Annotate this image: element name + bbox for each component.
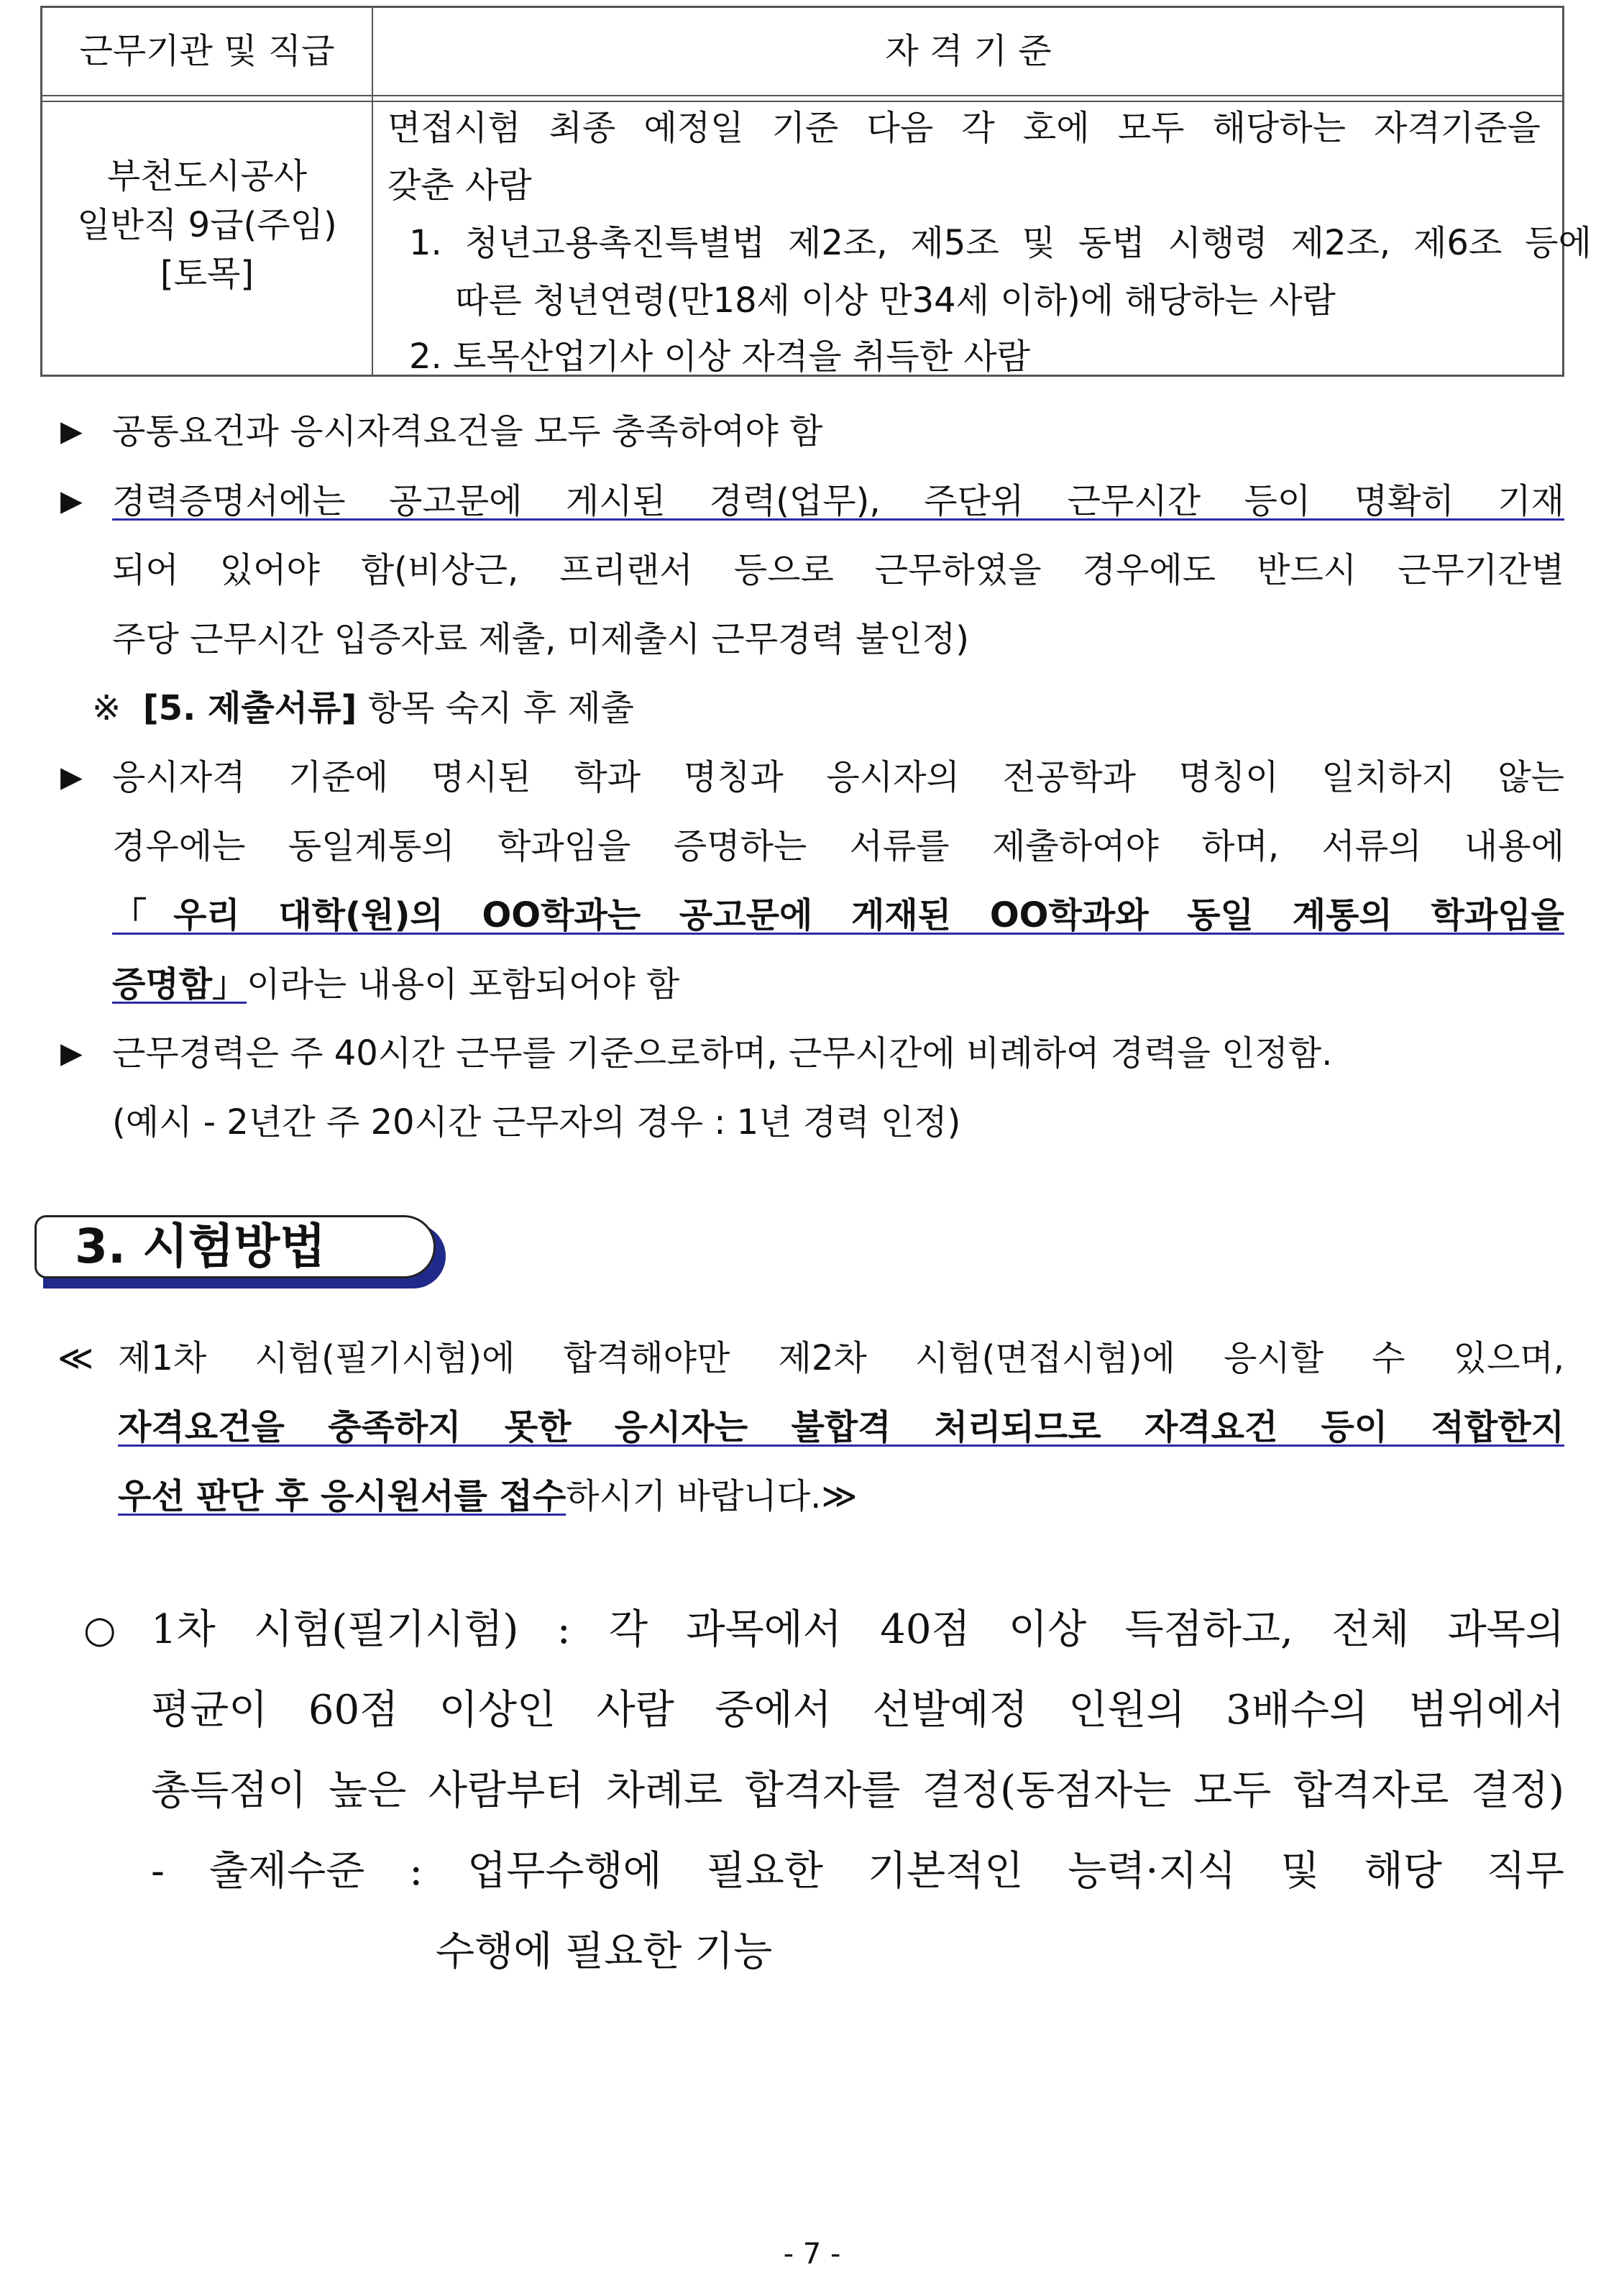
- notice-line3-bold: 우선 판단 후 응시원서를 접수: [118, 1476, 566, 1516]
- bullet-icon: ▶: [60, 485, 83, 518]
- note-major-line3: 「우리 대학(원)의 OO학과는 공고문에 게재된 OO학과와 동일 계통의 학과임을: [112, 895, 1564, 935]
- note-major-bold: 증명함」: [112, 964, 247, 1004]
- page-number: - 7 -: [783, 2238, 841, 2271]
- note-major-line1: 응시자격 기준에 명시된 학과 명칭과 응시자의 전공학과 명칭이 일치하지 않는: [112, 757, 1564, 797]
- first-exam-line3: 총득점이 높은 사람부터 차례로 합격자를 결정(동점자는 모두 합격자로 결정): [151, 1767, 1564, 1814]
- reference-symbol: ※: [92, 688, 121, 728]
- table-header-divider: [42, 95, 1562, 96]
- exam-level-line1: - 출제수준 : 업무수행에 필요한 기본적인 능력·지식 및 해당 직무: [151, 1848, 1564, 1895]
- note-career-line3: 주당 근무시간 입증자료 제출, 미제출시 근무경력 불인정): [112, 619, 969, 659]
- agency-name: 부천도시공사: [106, 156, 308, 196]
- qualification-table: [40, 6, 1592, 377]
- note-career-line2: 되어 있어야 함(비상근, 프리랜서 등으로 근무하였을 경우에도 반드시 근무기간별: [112, 550, 1564, 590]
- criteria-item2: 2. 토목산업기사 이상 자격을 취득한 사람: [409, 336, 1030, 377]
- note-major-line2: 경우에는 동일계통의 학과임을 증명하는 서류를 제출하여야 하며, 서류의 내용에: [112, 826, 1564, 866]
- exam-level-line2: 수행에 필요한 기능: [436, 1928, 773, 1975]
- note-hours-line1: 근무경력은 주 40시간 근무를 기준으로하며, 근무시간에 비례하여 경력을 인정함.: [112, 1033, 1333, 1073]
- notice-line2: 자격요건을 충족하지 못한 응시자는 불합격 처리되므로 자격요건 등이 적합한지: [118, 1407, 1564, 1447]
- notice-line3: [118, 1473, 858, 1520]
- notice-open-mark: ≪: [58, 1338, 94, 1378]
- agency-cell: [42, 152, 372, 298]
- bullet-icon: ▶: [60, 415, 83, 448]
- table-header-divider-double: [42, 101, 1562, 102]
- note-career-line1: 경력증명서에는 공고문에 게시된 경력(업무), 주단위 근무시간 등이 명확히 기재: [112, 481, 1564, 521]
- note-common-requirements: 공통요건과 응시자격요건을 모두 충족하여야 함: [112, 411, 823, 452]
- agency-rank: 일반직 9급(주임): [77, 205, 337, 245]
- reference-section-link: [5. 제출서류]: [142, 688, 357, 728]
- criteria-intro-line1: 면접시험 최종 예정일 기준 다음 각 호에 모두 해당하는 자격기준을: [387, 108, 1541, 148]
- note-major-line4: [112, 961, 679, 1008]
- notice-line1: 제1차 시험(필기시험)에 합격해야만 제2차 시험(면접시험)에 응시할 수 있으며,: [118, 1338, 1564, 1378]
- circle-bullet-icon: ○: [83, 1608, 116, 1652]
- reference-text: 항목 숙지 후 제출: [357, 688, 635, 728]
- section-title: 3. 시험방법: [75, 1219, 326, 1274]
- section-banner: [35, 1215, 444, 1287]
- first-exam-line1: 1차 시험(필기시험) : 각 과목에서 40점 이상 득점하고, 전체 과목의: [151, 1606, 1564, 1653]
- criteria-item1-line2: 따른 청년연령(만18세 이상 만34세 이하)에 해당하는 사람: [455, 280, 1336, 321]
- criteria-intro-line2: 갖춘 사람: [387, 165, 532, 206]
- note-hours-line2: (예시 - 2년간 주 20시간 근무자의 경우 : 1년 경력 인정): [112, 1102, 961, 1143]
- bullet-icon: ▶: [60, 761, 83, 794]
- note-major-rest: 이라는 내용이 포함되어야 함: [247, 964, 680, 1004]
- agency-field: [토목]: [160, 254, 254, 294]
- notice-line3-rest: 하시기 바랍니다.≫: [566, 1476, 858, 1516]
- first-exam-line2: 평균이 60점 이상인 사람 중에서 선발예정 인원의 3배수의 범위에서: [151, 1687, 1564, 1734]
- criteria-item1-line1: 1. 청년고용촉진특별법 제2조, 제5조 및 동법 시행령 제2조, 제6조 등에: [409, 223, 1592, 263]
- header-criteria: 자 격 기 준: [885, 31, 1052, 71]
- bullet-icon: ▶: [60, 1037, 83, 1070]
- header-agency: 근무기관 및 직급: [79, 31, 335, 71]
- reference-mark: [92, 685, 634, 732]
